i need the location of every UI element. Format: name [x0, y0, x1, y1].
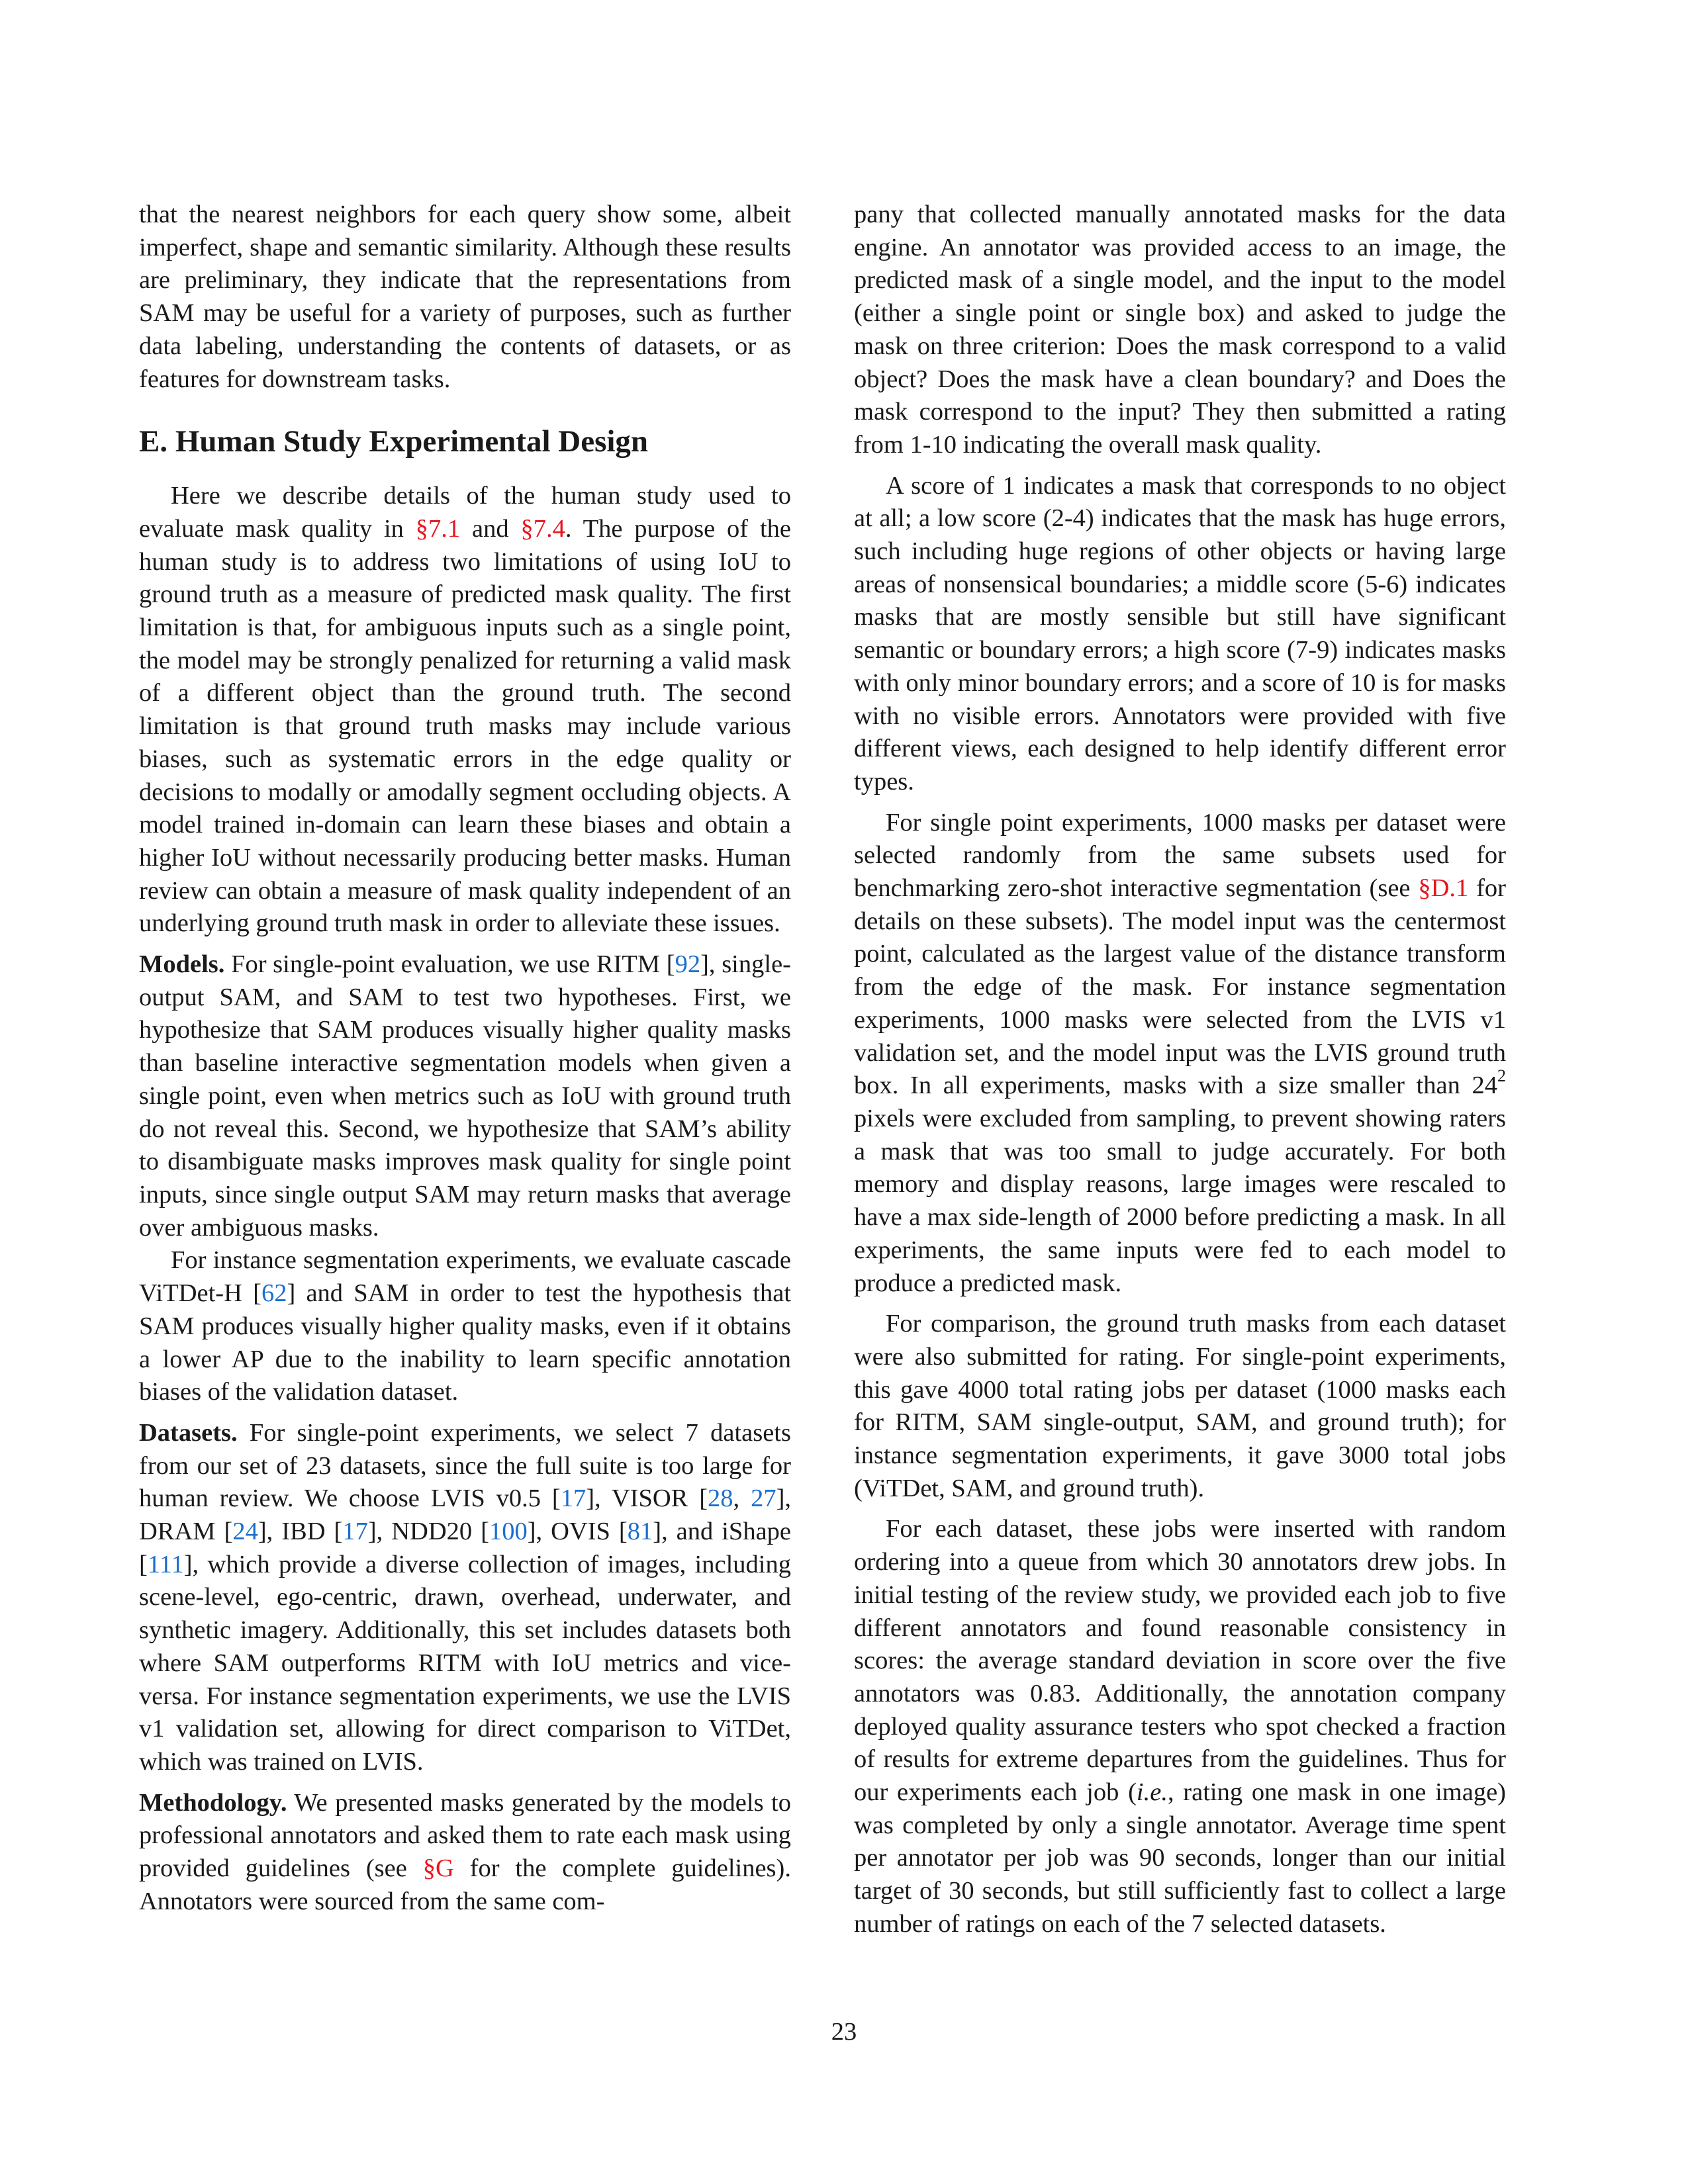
citation-link[interactable]: 17: [560, 1484, 586, 1513]
section-heading: E. Human Study Experimental Design: [139, 424, 649, 459]
section-link-g[interactable]: §G: [422, 1854, 454, 1883]
intro-paragraph: that the nearest neighbors for each query show some, albeit imperfect, shape and semantic similarity. Although these results are preliminary, they indicate that the representations from SAM may be useful for a variety of purposes, such as further data labeling, understanding the contents of datasets, or as features for downstream tasks.: [139, 201, 791, 393]
citation-link[interactable]: 28: [708, 1484, 733, 1513]
models-label: Models.: [139, 950, 225, 979]
page-number: 23: [831, 2018, 857, 2046]
queue-paragraph: For each dataset, these jobs were inserted with random ordering into a queue from which 30 annotators drew jobs. In initial testing of the review study, we provided each job to five different annotators and found reasonable consistency in scores: the average standard deviation in score over the five annotators was 0.83. Additionally, the annotation company deployed quality assurance testers who spot checked a fraction of results for extreme departures from the guidelines. Thus for our experiments each job (i.e., rating one mask in one image) was completed by only a single annotator. Average time spent per annotator per job was 90 seconds, longer than our initial target of 30 seconds, but still sufficiently fast to collect a large number of ratings on each of the 7 selected datasets.: [854, 1515, 1506, 1938]
citation-link[interactable]: 17: [342, 1518, 368, 1546]
annotator-paragraph: pany that collected manually annotated masks for the data engine. An annotator was provided access to an image, the predicted mask of a single model, and the input to the model (either a single point or single box) and asked to judge the mask on three criterion: Does the mask correspond to a valid object? Does the mask have a clean boundary? and Does the mask correspond to the input? They then submitted a rating from 1-10 indicating the overall mask quality.: [854, 201, 1506, 459]
datasets-label: Datasets.: [139, 1418, 238, 1447]
models-paragraph: Models. For single-point evaluation, we use RITM [92], single-output SAM, and SAM to test two hypotheses. First, we hypothesize that SAM produces visually higher quality masks than baseline interactive segmentation models when given a single point, even when metrics such as IoU with ground truth do not reveal this. Second, we hypothesize that SAM’s ability to disambiguate masks improves mask quality for single point inputs, since single output SAM may return masks that average over ambiguous masks.: [139, 950, 791, 1242]
citation-link[interactable]: 24: [232, 1518, 258, 1546]
citation-link[interactable]: 111: [147, 1550, 184, 1578]
superscript: 2: [1497, 1066, 1506, 1086]
citation-link[interactable]: 81: [627, 1518, 653, 1546]
single-point-paragraph: For single point experiments, 1000 masks per dataset were selected randomly from the same subsets used for benchmarking zero-shot interactive segmentation (see §D.1 for details on these subsets). The model input was the centermost point, calculated as the largest value of the distance transform from the edge of the mask. For instance segmentation experiments, 1000 masks were selected from the LVIS v1 validation set, and the model input was the LVIS ground truth box. In all experiments, masks with a size smaller than $24^2$ pixels were excluded from sampling, to prevent showing raters a mask that was too small to judge accurately. For both memory and display reasons, large images were rescaled to have a max side-length of 2000 before predicting a mask. In all experiments, the same inputs were fed to each model to produce a predicted mask.: [854, 808, 1506, 1297]
section-link-7-4[interactable]: §7.4: [520, 514, 565, 543]
methodology-label: Methodology.: [139, 1788, 287, 1817]
citation-link[interactable]: 92: [675, 950, 701, 979]
right-column: [854, 199, 1506, 1941]
instance-seg-paragraph: For instance segmentation experiments, we evaluate cascade ViTDet-H [62] and SAM in order to test the hypothesis that SAM produces visually higher quality masks, even if it obtains a lower AP due to the inability to learn specific annotation biases of the validation dataset.: [139, 1246, 792, 1406]
citation-link[interactable]: 62: [261, 1279, 287, 1308]
methodology-paragraph: Methodology. We presented masks generated by the models to professional annotators and asked them to rate each mask using provided guidelines (see §G for the complete guidelines). Annotators were sourced from the same com-: [139, 1788, 791, 1915]
comparison-paragraph: For comparison, the ground truth masks from each dataset were also submitted for rating. For single-point experiments, this gave 4000 total rating jobs per dataset (1000 masks each for RITM, SAM single-output, SAM, and ground truth); for instance segmentation experiments, it gave 3000 total jobs (ViTDet, SAM, and ground truth).: [854, 1310, 1506, 1502]
study-purpose-paragraph: Here we describe details of the human study used to evaluate mask quality in §7.1 and §7.4. The purpose of the human study is to address two limitations of using IoU to ground truth as a measure of predicted mask quality. The first limitation is that, for ambiguous inputs such as a single point, the model may be strongly penalized for returning a valid mask of a different object than the ground truth. The second limitation is that ground truth masks may include various biases, such as systematic errors in the edge quality or decisions to modally or amodally segment occluding objects. A model trained in-domain can learn these biases and obtain a higher IoU without necessarily producing better masks. Human review can obtain a measure of mask quality independent of an underlying ground truth mask in order to alleviate these issues.: [139, 482, 791, 938]
section-link-d-1[interactable]: §D.1: [1418, 874, 1469, 903]
section-link-7-1[interactable]: §7.1: [415, 514, 461, 543]
ie-italic: i.e.: [1136, 1778, 1168, 1807]
left-column: [139, 199, 791, 1918]
datasets-paragraph: Datasets. For single-point experiments, we select 7 datasets from our set of 23 datasets, since the full suite is too large for human review. We choose LVIS v0.5 [17], VISOR [28, 27], DRAM [24], IBD [17], NDD20 [100], OVIS [81], and iShape [111], which provide a diverse collection of images, including scene-level, ego-centric, drawn, overhead, underwater, and synthetic imagery. Additionally, this set includes datasets both where SAM outperforms RITM with IoU metrics and vice-versa. For instance segmentation experiments, we use the LVIS v1 validation set, allowing for direct comparison to ViTDet, which was trained on LVIS.: [139, 1418, 792, 1776]
citation-link[interactable]: 100: [489, 1518, 528, 1546]
citation-link[interactable]: 27: [751, 1484, 776, 1513]
score-scale-paragraph: A score of 1 indicates a mask that corresponds to no object at all; a low score (2-4) indicates that the mask has huge errors, such including huge regions of other objects or having large areas of nonsensical boundaries; a middle score (5-6) indicates masks that are mostly sensible but still have significant semantic or boundary errors; a high score (7-9) indicates masks with only minor boundary errors; and a score of 10 is for masks with no visible errors. Annotators were provided with five different views, each designed to help identify different error types.: [854, 471, 1506, 796]
